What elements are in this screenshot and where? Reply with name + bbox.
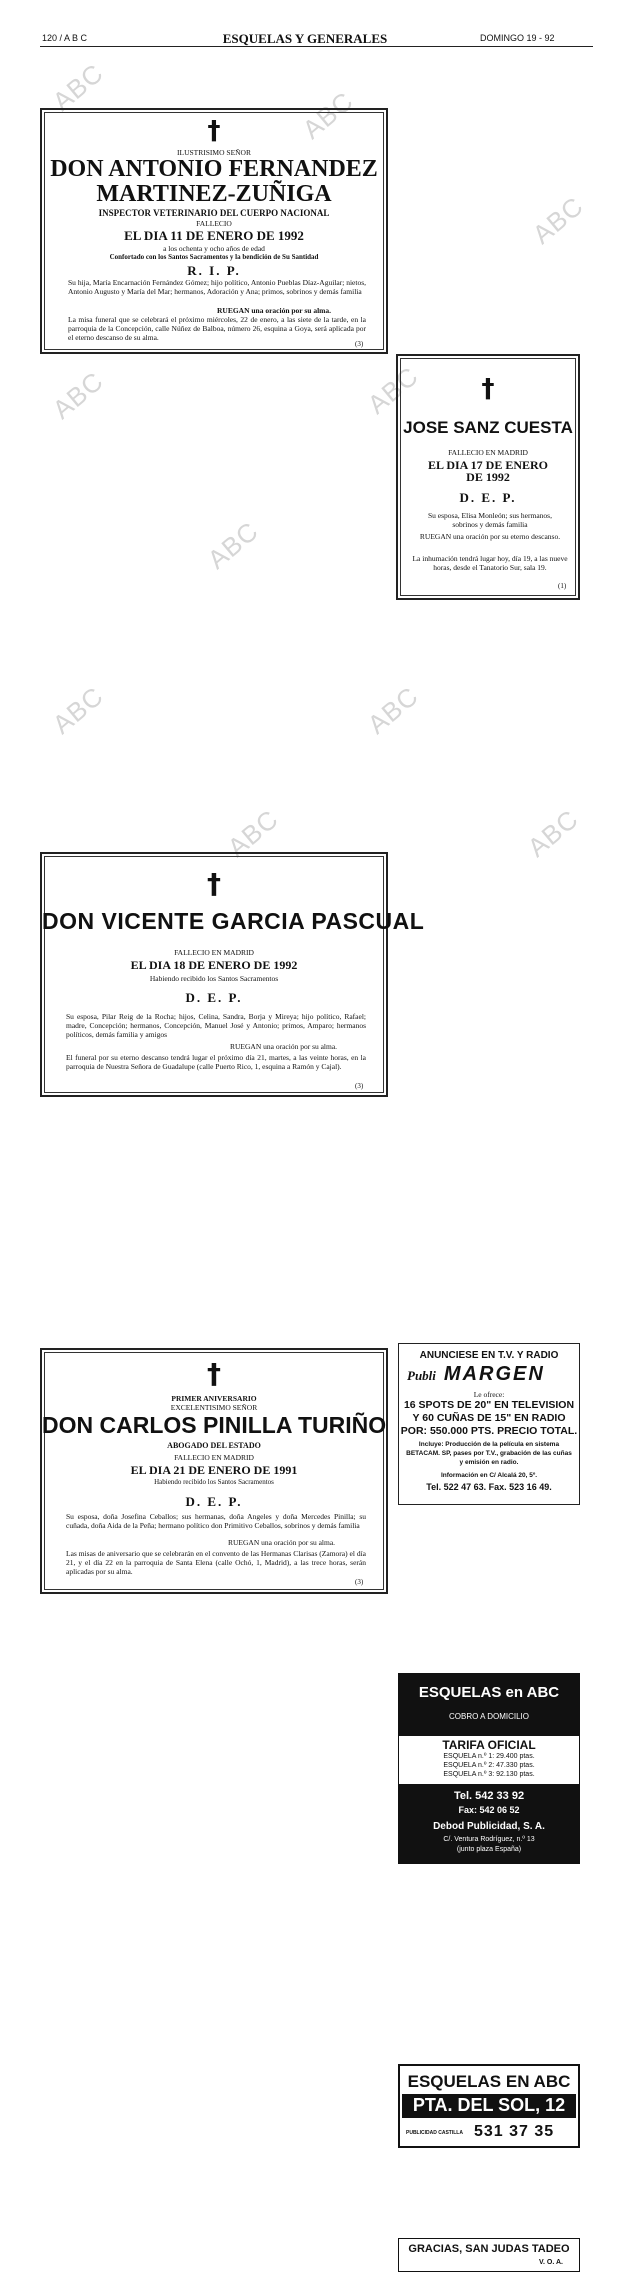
rate-1: ESQUELA n.º 1: 29.400 ptas. xyxy=(443,1753,535,1760)
ad-address: PTA. DEL SOL, 12 xyxy=(412,2095,566,2115)
sacraments-line: Habiendo recibido los Santos Sacramentos xyxy=(154,1478,274,1486)
section-title: ESQUELAS Y GENERALES xyxy=(222,31,388,46)
obituary-jose-sanz xyxy=(396,354,580,600)
death-date: EL DIA 11 DE ENERO DE 1992 xyxy=(124,228,304,243)
deceased-name-line2: MARTINEZ-ZUÑIGA xyxy=(96,181,332,207)
ad-line-betacam: BETACAM. SP, pases por T.V., grabación de las cuñas xyxy=(406,1450,572,1457)
ad-address: C/. Ventura Rodríguez, n.º 13 xyxy=(443,1836,535,1843)
watermark: ABC xyxy=(46,365,110,425)
ruegan-line: RUEGAN una oración por su alma. xyxy=(217,306,332,315)
professional-title: ABOGADO DEL ESTADO xyxy=(167,1441,261,1450)
reference-number: (3) xyxy=(355,340,364,348)
death-date: EL DIA 18 DE ENERO DE 1992 xyxy=(130,958,298,972)
cross-icon: † xyxy=(481,374,495,404)
page-header xyxy=(0,0,620,50)
dep: D. E. P. xyxy=(185,1494,243,1509)
dep: D. E. P. xyxy=(185,990,243,1005)
watermark: ABC xyxy=(526,190,590,250)
ad-line-radio: Y 60 CUÑAS DE 15" EN RADIO xyxy=(412,1412,566,1424)
ad-top-black xyxy=(399,1674,579,1736)
ruegan-line: RUEGAN una oración por su eterno descanso. xyxy=(419,532,561,541)
death-date-line2: DE 1992 xyxy=(466,470,510,484)
watermark: ABC xyxy=(46,57,110,117)
ad-company: Debod Publicidad, S. A. xyxy=(433,1821,545,1832)
professional-title: INSPECTOR VETERINARIO DEL CUERPO NACIONAL xyxy=(98,208,330,218)
deceased-name: DON CARLOS PINILLA TURIÑO xyxy=(42,1412,387,1438)
deceased-name: JOSE SANZ CUESTA xyxy=(403,418,573,437)
ad-publi-margen xyxy=(398,1343,580,1505)
ad-tel: Tel. 542 33 92 xyxy=(453,1790,525,1802)
gracias-text: GRACIAS, SAN JUDAS TADEO xyxy=(408,2243,570,2255)
age-line: a los ochenta y ocho años de edad xyxy=(163,244,265,253)
gracias-signature: V. O. A. xyxy=(539,2259,563,2266)
page-number: 120 / A B C xyxy=(42,33,88,43)
cross-icon: † xyxy=(207,1357,221,1390)
fallecio-label: FALLECIO EN MADRID xyxy=(448,448,528,457)
ruegan-line: RUEGAN una oración por su alma. xyxy=(228,1538,336,1547)
funeral-text: El funeral por su eterno descanso tendrá lugar el próximo día 21, martes, a las veinte horas, en la parroquia de Nuestra Señora de Guadalupe (calle Puerto Rico, 1, esquina a Ramón y Cajal). xyxy=(66,1053,366,1072)
fallecio-label: FALLECIO xyxy=(196,219,232,228)
ad-line-info: Información en C/ Alcalá 20, 5º. xyxy=(440,1472,538,1479)
ad-address-bar xyxy=(402,2094,576,2118)
ad-bottom-black xyxy=(399,1784,579,1863)
cross-icon: † xyxy=(207,116,221,146)
reference-number: (3) xyxy=(355,1578,364,1586)
family-text: Su hija, María Encarnación Fernández Gómez; hijo político, Antonio Pueblas Díaz-Aguilar; nietos, Antonio Augusto y María del Mar; hermanos, Adoración y Ana; primos, sobrinos y demás familia xyxy=(68,278,366,297)
ad-fax: Fax: 542 06 52 xyxy=(458,1805,520,1815)
honorific: ILUSTRISIMO SEÑOR xyxy=(177,148,251,157)
ad-puerta-del-sol xyxy=(398,2064,580,2148)
sacraments-line: Confortado con los Santos Sacramentos y la bendición de Su Santidad xyxy=(109,253,319,261)
anniversary-label: PRIMER ANIVERSARIO xyxy=(171,1394,257,1403)
fallecio-label: FALLECIO EN MADRID xyxy=(174,1453,254,1462)
funeral-text: La misa funeral que se celebrará el próximo miércoles, 22 de enero, a las siete de la tarde, en la parroquia de la Concepción, calle Núñez de Balboa, número 26, esquina a Goya, será aplicada por el eterno descanso de su alma. xyxy=(68,315,366,343)
watermark: ABC xyxy=(521,803,585,863)
masses-text: Las misas de aniversario que se celebrarán en el convento de las Hermanas Clarisas (Zamora) el día 21, y el día 22 en la parroquia de Santa Elena (calle Ochó, 1, Madrid), a las trece horas, serán aplicadas por su alma. xyxy=(66,1549,366,1577)
deceased-name: DON VICENTE GARCIA PASCUAL xyxy=(42,908,425,934)
ad-address2: (junto plaza España) xyxy=(456,1846,522,1853)
obituary-vicente-garcia xyxy=(40,852,425,1097)
cross-icon: † xyxy=(207,867,221,900)
tarifa-title: TARIFA OFICIAL xyxy=(442,1738,536,1752)
ad-offer: Le ofrece: xyxy=(473,1390,505,1399)
ad-title: ESQUELAS EN ABC xyxy=(407,2072,571,2091)
obituary-antonio-fernandez xyxy=(40,108,388,354)
ad-line-price: POR: 550.000 PTS. PRECIO TOTAL. xyxy=(400,1425,578,1437)
dep: D. E. P. xyxy=(459,490,517,505)
header-rule xyxy=(40,46,593,47)
brand-name: MARGEN xyxy=(443,1363,545,1385)
ad-title: ESQUELAS en ABC xyxy=(418,1684,560,1701)
ad-gracias-san-judas xyxy=(398,2238,580,2272)
watermark: ABC xyxy=(46,680,110,740)
ad-esquelas-abc xyxy=(398,1673,580,1864)
reference-number: (3) xyxy=(355,1082,364,1090)
death-date: EL DIA 21 DE ENERO DE 1991 xyxy=(130,1463,298,1477)
family-text: Su esposa, Elisa Monleón; sus hermanos, sobrinos y demás familia xyxy=(428,511,552,530)
obituary-carlos-pinilla xyxy=(40,1348,388,1594)
ad-small-label: PUBLICIDAD CASTILLA xyxy=(406,2130,463,2136)
watermark: ABC xyxy=(221,803,285,863)
burial-text: La inhumación tendrá lugar hoy, día 19, a las nueve horas, desde el Tanatorio Sur, sala 19. xyxy=(412,554,568,573)
ad-line-emission: y emisión en radio. xyxy=(459,1459,519,1466)
ruegan-line: RUEGAN una oración por su alma. xyxy=(230,1042,338,1051)
family-text: Su esposa, doña Josefina Ceballos; sus hermanas, doña Angeles y doña Mercedes Pinilla; su cuñada, doña Aida de la Peña; hermano político don Primitivo Ceballos, sobrinos y demás familia xyxy=(66,1512,366,1531)
watermark: ABC xyxy=(296,85,360,145)
ad-phone: 531 37 35 xyxy=(474,2123,555,2140)
honorific: EXCELENTISIMO SEÑOR xyxy=(170,1403,258,1412)
fallecio-label: FALLECIO EN MADRID xyxy=(174,948,254,957)
ad-subtitle: COBRO A DOMICILIO xyxy=(448,1712,529,1721)
ad-headline: ANUNCIESE EN T.V. Y RADIO xyxy=(419,1350,559,1361)
brand-prefix: Publi xyxy=(407,1368,436,1383)
watermark: ABC xyxy=(201,515,265,575)
family-text: Su esposa, Pilar Reig de la Rocha; hijos, Celina, Sandra, Borja y Mireya; hijo político, Rafael; madre, Concepción; hermanos, Concepción, Manuel José y Antonio; primos, Amparo; hermanos políticos, demás familia y amigos xyxy=(66,1012,366,1040)
ad-line-includes: Incluye: Producción de la película en sistema xyxy=(418,1441,560,1448)
rate-3: ESQUELA n.º 3: 92.130 ptas. xyxy=(443,1771,535,1778)
death-date-line1: EL DIA 17 DE ENERO xyxy=(427,458,549,472)
sacraments-line: Habiendo recibido los Santos Sacramentos xyxy=(149,974,279,983)
rip: R. I. P. xyxy=(187,263,241,278)
brand-logo xyxy=(407,1363,573,1387)
reference-number: (1) xyxy=(558,582,567,590)
ad-line-spots: 16 SPOTS DE 20" EN TELEVISION xyxy=(403,1399,575,1411)
ad-line-phone: Tel. 522 47 63. Fax. 523 16 49. xyxy=(426,1482,552,1492)
deceased-name-line1: DON ANTONIO FERNANDEZ xyxy=(50,156,378,182)
watermark: ABC xyxy=(361,360,425,420)
page-date: DOMINGO 19 - 92 xyxy=(480,33,555,43)
rate-2: ESQUELA n.º 2: 47.330 ptas. xyxy=(443,1762,535,1769)
watermark: ABC xyxy=(361,680,425,740)
